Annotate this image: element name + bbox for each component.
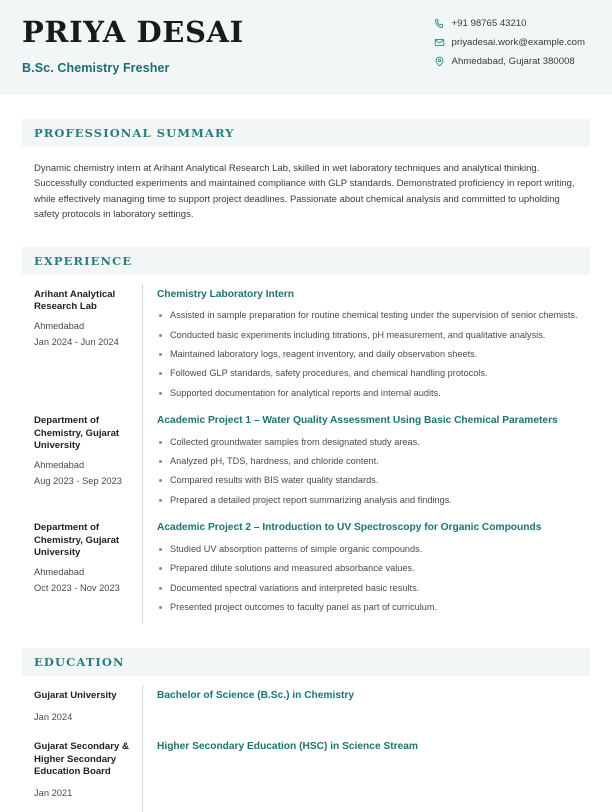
section-header-band-experience xyxy=(22,247,590,275)
experience-entry-body xyxy=(143,284,590,411)
experience-entries xyxy=(22,284,590,625)
experience-org-name: Department of Chemistry, Gujarat University xyxy=(34,415,120,452)
summary-paragraph: Dynamic chemistry intern at Arihant Analytical Research Lab, skilled in wet laboratory techniques and analytical thinking. Successfully conducted experiments and maintained compliance with GLP standards. Demonstrated proficiency in report writing, while effectively managing time to support project deadlines. Passionate about chemical analysis and committed to upholding safety protocols in laboratory settings. xyxy=(34,163,575,221)
experience-entry xyxy=(22,284,590,411)
email-icon xyxy=(434,37,445,48)
list-item: Assisted in sample preparation for routine chemical testing under the supervision of senior chemists. xyxy=(157,309,580,322)
experience-entry-meta xyxy=(34,410,142,517)
list-item: Compared results with BIS water quality standards. xyxy=(157,474,580,487)
experience-entry-meta xyxy=(34,517,142,624)
list-item: Presented project outcomes to faculty panel as part of curriculum. xyxy=(157,601,580,614)
job-subtitle: B.Sc. Chemistry Fresher xyxy=(22,61,170,76)
list-item: Prepared a detailed project report summarizing analysis and findings. xyxy=(157,494,580,507)
education-entries xyxy=(22,685,590,812)
phone-icon xyxy=(434,18,445,29)
experience-bullet-list xyxy=(157,309,580,400)
list-item: Collected groundwater samples from designated study areas. xyxy=(157,436,580,449)
experience-entry-meta xyxy=(34,284,142,411)
section-professional-summary xyxy=(0,119,612,223)
contact-phone-value: +91 98765 43210 xyxy=(451,18,527,29)
education-entry xyxy=(22,736,590,812)
education-org-dates: Jan 2024 xyxy=(34,711,73,722)
contact-location-value: Ahmedabad, Gujarat 380008 xyxy=(451,56,575,67)
list-item: Followed GLP standards, safety procedures, and chemical handling protocols. xyxy=(157,367,580,380)
section-header-band-education xyxy=(22,648,590,676)
list-item: Analyzed pH, TDS, hardness, and chloride content. xyxy=(157,455,580,468)
experience-entry-body xyxy=(143,517,590,624)
experience-bullet-list xyxy=(157,436,580,507)
experience-bullet-list xyxy=(157,543,580,614)
section-header-band-summary xyxy=(22,119,590,147)
contact-email[interactable] xyxy=(434,37,585,48)
section-title-experience: EXPERIENCE xyxy=(34,253,133,268)
experience-role-title: Chemistry Laboratory Intern xyxy=(157,288,294,300)
list-item: Studied UV absorption patterns of simple organic compounds. xyxy=(157,543,580,556)
list-item: Documented spectral variations and interpreted basic results. xyxy=(157,582,580,595)
education-entry-body xyxy=(143,685,590,736)
section-experience xyxy=(0,247,612,625)
section-title-summary: PROFESSIONAL SUMMARY xyxy=(34,126,235,140)
experience-org-location: Ahmedabad xyxy=(34,459,85,470)
education-entry-meta xyxy=(34,685,142,736)
page-title: PRIYA DESAI xyxy=(22,15,244,49)
section-title-education: EDUCATION xyxy=(34,655,125,670)
education-org-dates: Jan 2021 xyxy=(34,787,73,798)
education-entry-meta xyxy=(34,736,142,812)
education-entry xyxy=(22,685,590,736)
experience-role-title: Academic Project 1 – Water Quality Assessment Using Basic Chemical Parameters xyxy=(157,415,558,426)
experience-org-name: Department of Chemistry, Gujarat University xyxy=(34,522,120,559)
experience-org-dates: Aug 2023 - Sep 2023 xyxy=(34,475,122,486)
education-degree-title: Bachelor of Science (B.Sc.) in Chemistry xyxy=(157,690,355,702)
list-item: Conducted basic experiments including titrations, pH measurement, and qualitative analysis. xyxy=(157,329,580,342)
contact-phone[interactable] xyxy=(434,18,585,29)
experience-entry xyxy=(22,517,590,624)
location-pin-icon xyxy=(434,56,445,67)
contact-location xyxy=(434,56,585,67)
experience-org-location: Ahmedabad xyxy=(34,567,85,578)
contact-block xyxy=(434,0,590,67)
experience-entry xyxy=(22,410,590,517)
education-entry-body xyxy=(143,736,590,812)
list-item: Supported documentation for analytical reports and internal audits. xyxy=(157,387,580,400)
list-item: Maintained laboratory logs, reagent inventory, and daily observation sheets. xyxy=(157,348,580,361)
education-org-name: Gujarat University xyxy=(34,690,117,702)
experience-org-dates: Jan 2024 - Jun 2024 xyxy=(34,336,119,347)
contact-email-value: priyadesai.work@example.com xyxy=(451,37,585,48)
experience-org-name: Arihant Analytical Research Lab xyxy=(34,288,116,313)
section-education xyxy=(0,648,612,812)
experience-org-location: Ahmedabad xyxy=(34,320,85,331)
experience-org-dates: Oct 2023 - Nov 2023 xyxy=(34,583,120,594)
list-item: Prepared dilute solutions and measured absorbance values. xyxy=(157,562,580,575)
education-org-name: Gujarat Secondary & Higher Secondary Education Board xyxy=(34,740,129,778)
experience-entry-body xyxy=(143,410,590,517)
resume-header xyxy=(0,0,612,95)
identity-block xyxy=(22,0,244,75)
education-degree-title: Higher Secondary Education (HSC) in Science Stream xyxy=(157,740,418,752)
experience-role-title: Academic Project 2 – Introduction to UV Spectroscopy for Organic Compounds xyxy=(157,522,542,534)
